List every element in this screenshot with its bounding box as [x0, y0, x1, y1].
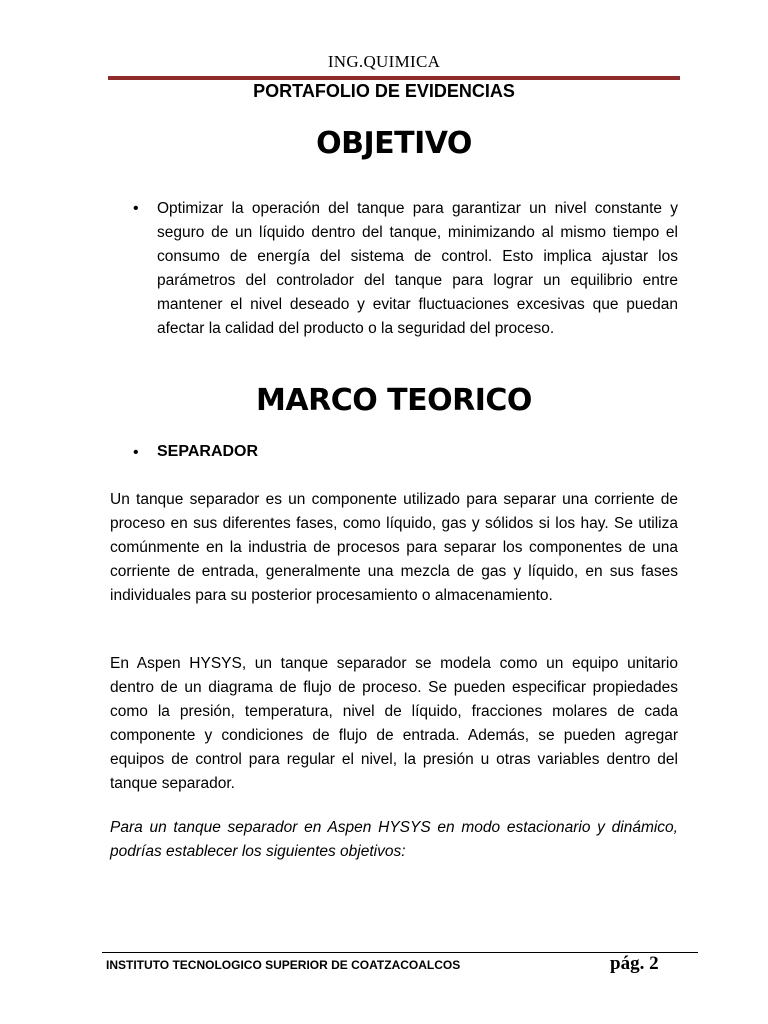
section-heading-objetivo: OBJETIVO [316, 126, 472, 161]
header-title: ING.QUIMICA [327, 52, 441, 71]
section-heading-marco-teorico: MARCO TEORICO [256, 383, 532, 418]
footer-institution: INSTITUTO TECNOLOGICO SUPERIOR DE COATZACOALCOS [106, 958, 461, 972]
bullet-icon: • [133, 444, 139, 461]
paragraph-objectives-intro: Para un tanque separador en Aspen HYSYS en modo estacionario y dinámico, podrías establecer los siguientes objetivos: [110, 819, 678, 860]
objetivo-bullet-text: Optimizar la operación del tanque para garantizar un nivel constante y seguro de un líquido dentro del tanque, minimizando al mismo tiempo el consumo de energía del sistema de control. Esto implica ajustar los parámetros del controlador del tanque para lograr un equilibrio entre mantener el nivel deseado y evitar fluctuaciones excesivas que puedan afectar la calidad del producto o la seguridad del proceso. [157, 200, 678, 337]
subheading-separador: SEPARADOR [157, 443, 259, 460]
paragraph-aspen-hysys: En Aspen HYSYS, un tanque separador se modela como un equipo unitario dentro de un diagrama de flujo de proceso. Se pueden especificar propiedades como la presión, temperatura, nivel de líquido, fracciones molares de cada componente y condiciones de flujo de entrada. Además, se pueden agregar equipos de control para regular el nivel, la presión u otras variables dentro del tanque separador. [110, 655, 678, 792]
bullet-icon: • [133, 200, 139, 217]
paragraph-separador-definition: Un tanque separador es un componente utilizado para separar una corriente de proceso en sus diferentes fases, como líquido, gas y sólidos si los hay. Se utiliza comúnmente en la industria de procesos para separar los componentes de una corriente de entrada, generalmente una mezcla de gas y líquido, en sus fases individuales para su posterior procesamiento o almacenamiento. [110, 491, 678, 604]
header-subtitle: PORTAFOLIO DE EVIDENCIAS [253, 81, 515, 101]
header-divider [108, 76, 680, 80]
footer-divider [102, 952, 698, 953]
footer-page-number: pág. 2 [610, 953, 659, 974]
